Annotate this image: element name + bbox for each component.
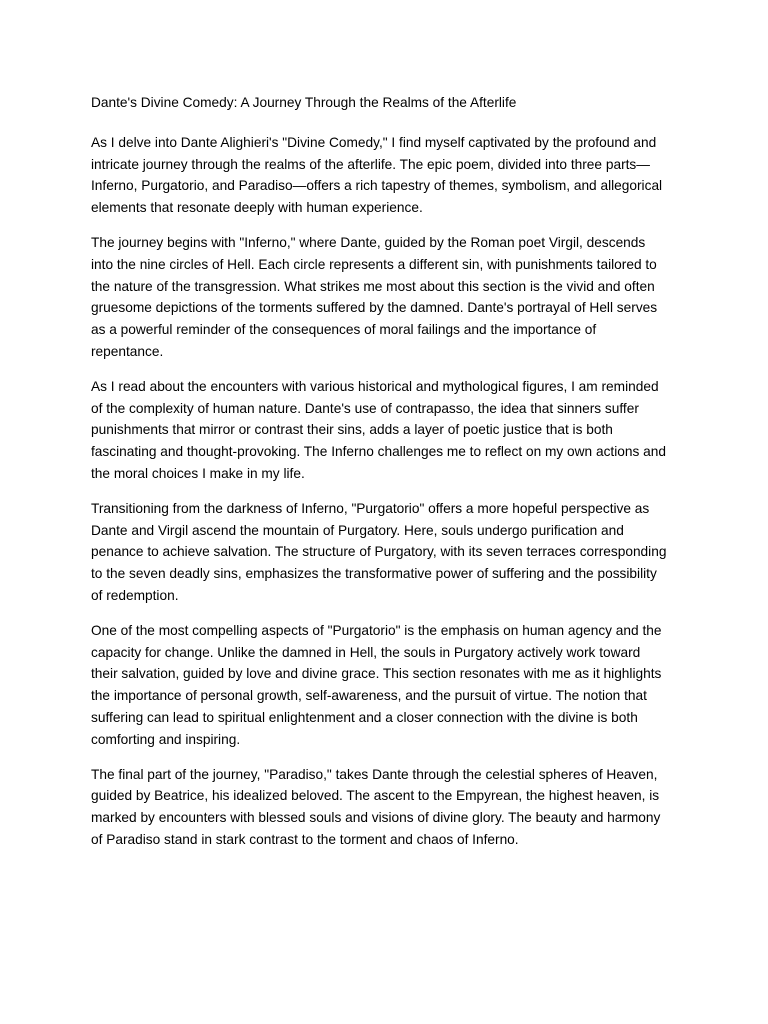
- paragraph-line: Transitioning from the darkness of Inferno, "Purgatorio" offers a more hopeful perspective as: [91, 501, 650, 517]
- paragraph-line: guided by Beatrice, his idealized beloved. The ascent to the Empyrean, the highest heaven, is: [91, 788, 660, 804]
- paragraph-line: comforting and inspiring.: [91, 731, 241, 747]
- paragraph-line: intricate journey through the realms of the afterlife. The epic poem, divided into three parts—: [91, 156, 650, 172]
- paragraph-line: Inferno, Purgatorio, and Paradiso—offers a rich tapestry of themes, symbolism, and allegorical: [91, 178, 663, 194]
- paragraph-line: penance to achieve salvation. The structure of Purgatory, with its seven terraces corresponding: [91, 544, 667, 560]
- paragraph-line: of the complexity of human nature. Dante's use of contrapasso, the idea that sinners suffer: [91, 400, 639, 416]
- paragraph-4: [91, 498, 681, 607]
- document-page: [91, 92, 681, 864]
- paragraph-1: [91, 132, 681, 219]
- paragraph-line: Dante and Virgil ascend the mountain of Purgatory. Here, souls undergo purification and: [91, 522, 624, 538]
- paragraph-line: repentance.: [91, 343, 164, 359]
- paragraph-line: As I delve into Dante Alighieri's "Divine Comedy," I find myself captivated by the profound and: [91, 135, 657, 150]
- paragraph-line: as a powerful reminder of the consequences of moral failings and the importance of: [91, 322, 597, 338]
- paragraph-line: One of the most compelling aspects of "Purgatorio" is the emphasis on human agency and the: [91, 623, 662, 639]
- paragraph-line: elements that resonate deeply with human experience.: [91, 200, 423, 216]
- paragraph-line: gruesome depictions of the torments suffered by the damned. Dante's portrayal of Hell serves: [91, 300, 658, 316]
- paragraph-5: [91, 620, 681, 750]
- paragraph-3: [91, 376, 681, 485]
- document-title: Dante's Divine Comedy: A Journey Through the Realms of the Afterlife: [91, 95, 517, 110]
- paragraph-line: suffering can lead to spiritual enlightenment and a closer connection with the divine is both: [91, 709, 638, 725]
- paragraph-line: The final part of the journey, "Paradiso," takes Dante through the celestial spheres of Heaven,: [91, 766, 658, 782]
- paragraph-line: of Paradiso stand in stark contrast to the torment and chaos of Inferno.: [91, 831, 519, 847]
- paragraph-line: of redemption.: [91, 587, 179, 603]
- paragraph-line: their salvation, guided by love and divine grace. This section resonates with me as it highlights: [91, 666, 662, 682]
- paragraph-line: the importance of personal growth, self-awareness, and the pursuit of virtue. The notion that: [91, 688, 647, 704]
- paragraph-line: into the nine circles of Hell. Each circle represents a different sin, with punishments tailored to: [91, 257, 657, 273]
- paragraph-6: [91, 764, 681, 851]
- paragraph-2: [91, 232, 681, 362]
- paragraph-line: marked by encounters with blessed souls and visions of divine glory. The beauty and harmony: [91, 810, 661, 826]
- paragraph-line: capacity for change. Unlike the damned in Hell, the souls in Purgatory actively work toward: [91, 644, 641, 660]
- paragraph-line: fascinating and thought-provoking. The Inferno challenges me to reflect on my own actions and: [91, 444, 666, 460]
- paragraph-line: the nature of the transgression. What strikes me most about this section is the vivid and often: [91, 278, 655, 294]
- paragraph-line: As I read about the encounters with various historical and mythological figures, I am reminded: [91, 379, 659, 395]
- paragraph-line: The journey begins with "Inferno," where Dante, guided by the Roman poet Virgil, descends: [91, 235, 646, 251]
- paragraph-line: punishments that mirror or contrast their sins, adds a layer of poetic justice that is both: [91, 422, 613, 438]
- paragraph-line: to the seven deadly sins, emphasizes the transformative power of suffering and the possibility: [91, 566, 657, 582]
- paragraph-line: the moral choices I make in my life.: [91, 465, 305, 481]
